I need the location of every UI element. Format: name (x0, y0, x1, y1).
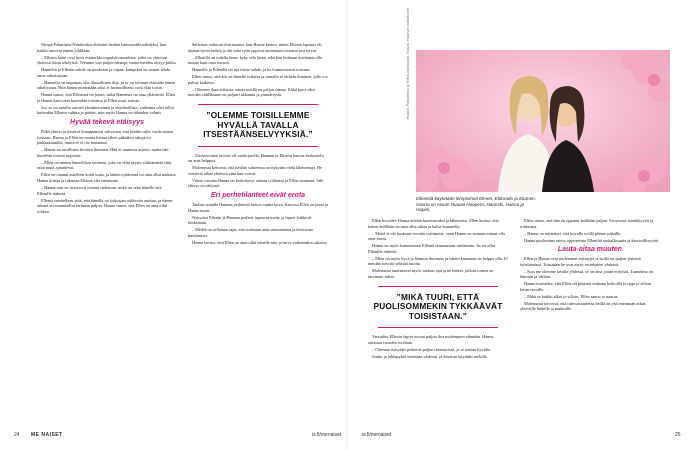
paragraph: Molemmat kertovat, että heidän suhteensa on nykyään vielä läheisempi. He viettävät aikaa yhdessä aina kun voivat. (188, 165, 322, 176)
left-footer-url: is.fi/menaiset (312, 432, 342, 438)
caption-spacer (368, 196, 508, 218)
paragraph: Hannelin ja Ellenin suhde on mutkaton ja vapaa, kumpikin on saanut tehdä omia ratkaisujaan. (37, 67, 170, 78)
pull-quote-text: ”MIKÄ TUURI, ETTÄ PUOLISOMMEKIN TYKKÄÄVÄT TOISISTAAN.” (373, 291, 503, 321)
quote-rule-bottom (198, 146, 318, 147)
paragraph: Pitkä yhteys ja kestävä kumppanuus vahvistaa, että heidän tulee voida auttaa toisiaan. Hanna ja Ellen on monta kertaa olleet pitkiäkin aikoja eri paikkakunnilla, mutta se ei ole haitannut. (37, 129, 173, 146)
paragraph: Ellen sanoo, että äiti on hänelle esikuva ja samalla se tärkein ihminen, jolle voi puhua kaikesta. (188, 74, 328, 85)
paragraph: Nykyisin Ellenin ja Hannan perheet tapaavat usein, ja lapset leikkivät keskenään. (188, 214, 312, 226)
paragraph: – Olemme nykyään perheinä paljon tekemisissä, ja se tuntuu hyvältä. (372, 346, 491, 352)
quote-rule-bottom (378, 327, 498, 328)
paragraph: Molemmat tunnistavat myös vaikeat ajat ja ne hetket, jolloin toinen on tarvinnut tukea. (368, 268, 494, 279)
left-footer (14, 432, 63, 438)
paragraph: Ellen sanoo, että hän on oppinut äidiltään paljon. Erityisesti sinnikkyyttä ja rohkeutta. (520, 218, 654, 229)
pull-quote-text: ”OLEMME TOISILLEMME HYVÄLLÄ TAVALLA ITSESTÄÄNSELVYYKSIÄ.” (203, 109, 313, 140)
paragraph: Ellen on ottanut askeleen kohti uutta, ja hänen tyttärensä on aina ollut mukana. Hanna kiittää ja rakastaa Elleniä yhä enemmän. (37, 172, 177, 183)
paragraph: Jos, se on sanalla sanoen yksinkertainen ja ohjelmallista, vaikeinta olisi tullut kuitenkin Ellenin valinta ja päätös, niin myös Hanna on tähänkin valmis. (37, 104, 174, 116)
right-footer-url: is.fi/menaiset (362, 432, 392, 438)
paragraph: – Meitä ei ole koskaan verrattu toisiimme, vaan Hanna on antanut minun olla oma itseni. (368, 230, 505, 242)
subheading: Eri perhetilanteet eivät erota (210, 192, 306, 200)
paragraph: Viime vuosina Hanna on keskittynyt omaan työhönsä ja Ellen omaansa. Silti yhteys on säilynyt. (188, 177, 324, 189)
right-column-2 (520, 196, 660, 424)
magazine-name: ME NAISET (30, 432, 63, 438)
paragraph: Ellen kuvailee Hanna-äitiään luotettavaksi ja läheiseksi. Ellen kertoo, että hänen äidillään on aina ollut aikaa ja halua kuunnella. (368, 218, 499, 229)
paragraph: – Ehkä se kaikki alkoi jo silloin, Ellen sanoo ja nauraa. (524, 293, 619, 299)
pull-quote (188, 104, 328, 147)
right-page-number: 25 (675, 432, 681, 438)
paragraph: Varsinkin Ellenin lapset tuovat paljon iloa molempien elämään. Hanna rakastaa isoäidin rooliaan. (368, 334, 494, 345)
paragraph: – Hanna on tavallinen kestävä ihminen. Hän ei tunnusta asioita, mutta hän huolehtii toisten tarpeista. (37, 147, 169, 158)
paragraph: Hanna puolestaan sanoo oppineensa Elleniltä rauhallisuutta ja kärsivällisyyttä. (524, 237, 659, 243)
paragraph: – Hannella on taipumus olla tilastollinen tilja, ja se on tottunut elämään hänen tahdossaan. Niin hänen mielestään siksi ei luonnollisesti voisi elää toisin. (37, 79, 176, 91)
pull-quote (368, 286, 508, 329)
paragraph: Ellen ja Hanna ovat molemmat esiintyjiä ja heillä on paljon yhteistä työelämässä. Toisinaan he ovat myös esiintyneet yhdessä. (520, 256, 641, 267)
photo-hanna-and-ellen (416, 50, 670, 192)
paragraph: – Ellenin hääri oval hyvä esimerkki impulsiivisuudesta, jotka on yhteisen yhdessä töistä tehdyistä. Teemme tosi paljon hienoja, mutta meidän täytyy juhlia. (37, 54, 177, 66)
paragraph: – Ensiarvoinen tavoite oli saada jutella. Hannan ja Ellenin kanssa keskustelu on aina helppoa. (188, 152, 324, 164)
paragraph: Hanna on myös kannustanut Elleniä seuraamaan unelmiaan. Se on ollut Ellenille tärkeää. (368, 243, 496, 254)
vertical-credit: Hanna-Pakarinen ja Ellen-Niinikoski, Kuvat: Hannan kotialbumi (405, 8, 410, 120)
left-column-2 (188, 42, 328, 422)
paragraph: – Ellen on myös hyvä ja lämmin ihminen, ja hänen kanssaan on helppo olla. Ei meidän tarvitse selittää asioita. (368, 255, 508, 267)
subheading: Hyvää tekevä etäisyys (70, 119, 144, 127)
paragraph: Molemmat toivovat, että tulevaisuudessa heillä on yhä enemmän aikaa yhteisille hetkille ja matkoille. (520, 300, 646, 312)
paragraph: Hanna muistelee, että Ellen oli pienenä mukana keikoilla ja oppi jo silloin lavan tavoille. (520, 281, 652, 292)
right-column-1 (368, 196, 508, 424)
paragraph: – Hanna taas on tietoisesti ottanut ratkaisun, mikä on sekä hänelle että Ellenille tärkeää. (37, 184, 162, 196)
paragraph: – Kun me olemme lavalla yhdessä, se on aina jotain erityistä. Tunnelma on lämmin ja välitön. (520, 268, 653, 280)
paragraph: Hanna kertoo, että Ellen on aina ollut hänelle tuki ja turva vaikeinakin aikoina. (192, 239, 328, 245)
paragraph: Sellaisen valtavan ilon tunnen, kun Hanna kertoo, miten Ellenin lapsuus oli täynnä hyviä hetkiä ja äiti sekä tytär oppivat tuntemaan toisensa tosi hyvin. (188, 42, 322, 53)
paragraph: Hannalla ja Ellenillä on nyt hieno suhde, ja he kunnioittavat toisiaan. (192, 67, 311, 73)
paragraph: – Ellen on minun ihmeellisin tyttäreni, joka on ollut täysin välittämättä siitä, mitä muut ajattelevat. (37, 159, 173, 171)
photo-illustration (416, 50, 670, 192)
paragraph: Elleniä onnitellaan siitä, että hänellä on kokoajan rohkeutta asettua, ja hänen äitinsä on suunnitellut tarinaan paljon. Hanna sanoo, että Ellen on aina ollut rohkea. (37, 197, 173, 214)
paragraph: Niinpä Pakarinen-Niinikoskia ehdottui heidän häävieraille nähdyksi, kun kaikki sanovat ennen juhlilaan. (37, 42, 167, 53)
paragraph: – Hanna on näyttänyt, että kovalla työllä pääsee pitkälle. (524, 230, 622, 236)
page-number: 24 (14, 432, 20, 438)
paragraph: Taulun seinällä Hannan perheestä kertoo vanha kuva. Kuvissa Ellen on pieni ja Hanna nuori. (188, 202, 328, 213)
paragraph: – Olemme ihan erilaisia, mutta meillä on paljon samaa. Ehkä juuri siksi meidän välillämme on paljon rakkautta ja ymmärrystä. (188, 86, 316, 98)
paragraph: Joulut ja juhlapyhät vietetään yhdessä, ja kesäisin käydään mökillä. (372, 353, 488, 359)
photo-caption: Ellenistä käytetään lempinimiä Elmeri, Eldorado ja Elumen. Hanna on Huum Huuwa Hoopero, Hannski, Hanna ja Hapoli. (416, 196, 537, 213)
paragraph: Hanna sanoo, että Ellenissä on jotain, mikä Hannesta on aina yllättävää. Ellen ja Hanna kasvoivat kuitenkin toisiinsa ja Ellen osasi toimia. (37, 92, 175, 103)
left-column-1 (37, 42, 177, 422)
paragraph: – Ellenillä on todella hieno kyky olla läsnä, eikä hän koskaan koettanut olla muuta kuin oma itsensä. (188, 54, 322, 66)
paragraph: – Meillä on sellainen tapa, että soitetaan aina sunnuntaina ja kerrotaan kuulumiset. (188, 227, 313, 238)
caption-spacer (520, 196, 660, 218)
subheading: Lauta-aitaa muuten (557, 246, 623, 254)
